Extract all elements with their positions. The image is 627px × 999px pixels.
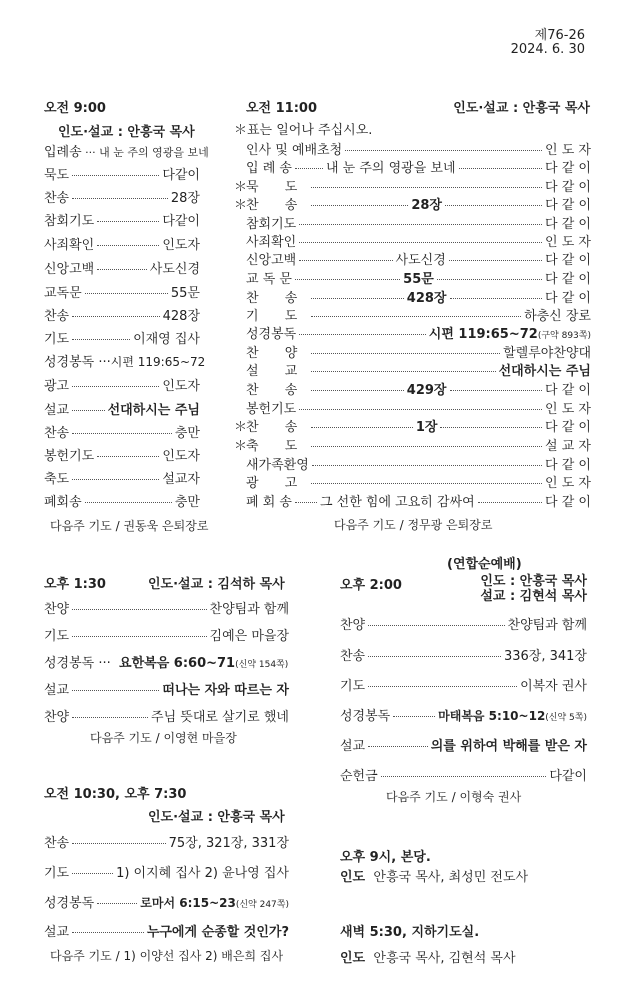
order-row: 성경봉독 시편 119:65~72 (구약 893쪽) [246,327,591,342]
order-row: 인사 및 예배초청 인 도 자 [246,143,591,158]
standing-mark: ＊ [234,198,248,213]
order-row: 찬 송 1장 다 같 이 [246,420,591,435]
next-week-prayer: 다음주 기도 / 이형숙 권사 [386,790,522,804]
service-leaders: 인도 안흥국 목사, 김현석 목사 [340,951,516,966]
order-row: 묵도 다같이 [44,168,200,183]
issue-date: 2024. 6. 30 [510,42,585,57]
order-row: 축도 설교자 [44,472,200,487]
order-row: 폐회송 충만 [44,495,200,510]
service-leader: 인도·설교 : 안흥국 목사 [148,810,285,825]
order-row: 기도 이재영 집사 [44,332,200,347]
service-leader: 인도·설교 : 김석하 목사 [148,577,285,592]
order-row: 찬양 주님 뜻대로 살기로 했네 [44,710,289,725]
order-row: 참회기도 다 같 이 [246,217,591,232]
order-row: 성경봉독 로마서 6:15~23 (신약 247쪽) [44,896,289,911]
service-leaders: 인도 안흥국 목사, 최성민 전도사 [340,870,529,885]
order-row: 설교 선대하시는 주님 [44,403,200,418]
standing-mark: ＊ [234,420,248,435]
service-time: 새벽 5:30, 지하기도실. [340,925,480,940]
order-row: 새가족환영 다 같 이 [246,458,591,473]
order-row: 성경봉독 마태복음 5:10~12 (신약 5쪽) [340,709,587,724]
order-row: 성경봉독 ··· 시편 119:65~72 [44,355,206,370]
order-row: 찬양 찬양팀과 함께 [340,618,587,633]
service-time: 오후 2:00 [340,578,402,593]
service-leader: 인도·설교 : 안흥국 목사 [58,125,195,140]
next-week-prayer: 다음주 기도 / 정무광 은퇴장로 [334,518,493,532]
order-row: 폐 회 송 그 선한 힘에 고요히 감싸여 다 같 이 [246,495,591,510]
order-row: 광 고 인 도 자 [246,476,591,491]
order-row: 사죄확인 인도자 [44,238,200,253]
next-week-prayer: 다음주 기도 / 권동욱 은퇴장로 [50,519,209,533]
standing-mark: ＊ [234,180,248,195]
order-row: 참회기도 다같이 [44,214,200,229]
order-row: 찬송 428장 [44,309,200,324]
order-row: 순헌금 다같이 [340,769,587,784]
order-row: 광고 인도자 [44,379,200,394]
order-row: 교독문 55문 [44,286,200,301]
order-row: 사죄확인 인 도 자 [246,235,591,250]
order-row: 설교 떠나는 자와 따르는 자 [44,683,289,698]
order-row: 입례송 ··· 내 눈 주의 영광을 보네 [44,145,209,160]
service-time: 오전 9:00 [44,101,106,116]
order-row: 설 교 선대하시는 주님 [246,364,591,379]
order-row: 봉헌기도 인도자 [44,449,200,464]
order-row: 묵 도 다 같 이 [246,180,591,195]
service-leader: 인도 : 안흥국 목사 [480,574,587,589]
order-row: 찬송 336장, 341장 [340,649,587,664]
order-row: 찬송 75장, 321장, 331장 [44,836,289,851]
order-row: 찬 송 428장 다 같 이 [246,291,591,306]
order-row: 설교 의를 위하여 박해를 받은 자 [340,739,587,754]
order-row: 찬송 충만 [44,426,200,441]
order-row: 찬 양 할렐루야찬양대 [246,346,591,361]
order-row: 축 도 설 교 자 [246,439,591,454]
standing-note: ＊표는 일어나 주십시오. [234,123,373,138]
order-row: 성경봉독 ··· 요한복음 6:60~71 (신약 154쪽) [44,656,289,671]
next-week-prayer: 다음주 기도 / 이영현 마을장 [90,731,237,745]
order-row: 찬 송 429장 다 같 이 [246,383,591,398]
next-week-prayer: 다음주 기도 / 1) 이양선 집사 2) 배은희 집사 [50,949,284,963]
order-row: 기도 이복자 권사 [340,679,587,694]
order-row: 찬 송 28장 다 같 이 [246,198,592,213]
order-row: 찬양 찬양팀과 함께 [44,602,289,617]
order-row: 찬송 28장 [44,191,200,206]
service-subtitle: (연합순예배) [447,557,522,572]
order-row: 봉헌기도 인 도 자 [246,402,591,417]
order-row: 기도 1) 이지혜 집사 2) 윤나영 집사 [44,866,289,881]
order-row: 신앙고백 사도신경 [44,262,200,277]
service-time: 오후 9시, 본당. [340,850,431,865]
issue-number: 제76-26 [534,28,585,43]
order-row: 기 도 하충신 장로 [246,309,591,324]
service-leader: 인도·설교 : 안흥국 목사 [453,101,590,116]
service-time: 오전 11:00 [246,101,318,116]
service-time: 오후 1:30 [44,577,106,592]
service-time: 오전 10:30, 오후 7:30 [44,787,187,802]
order-row: 설교 누구에게 순종할 것인가? [44,925,289,940]
order-row: 신앙고백 사도신경 다 같 이 [246,253,592,268]
order-row: 기도 김예은 마을장 [44,629,289,644]
order-row: 입 례 송 내 눈 주의 영광을 보네 다 같 이 [246,161,591,176]
standing-mark: ＊ [234,439,248,454]
service-preacher: 설교 : 김현석 목사 [480,589,587,604]
order-row: 교 독 문 55문 다 같 이 [246,272,591,287]
